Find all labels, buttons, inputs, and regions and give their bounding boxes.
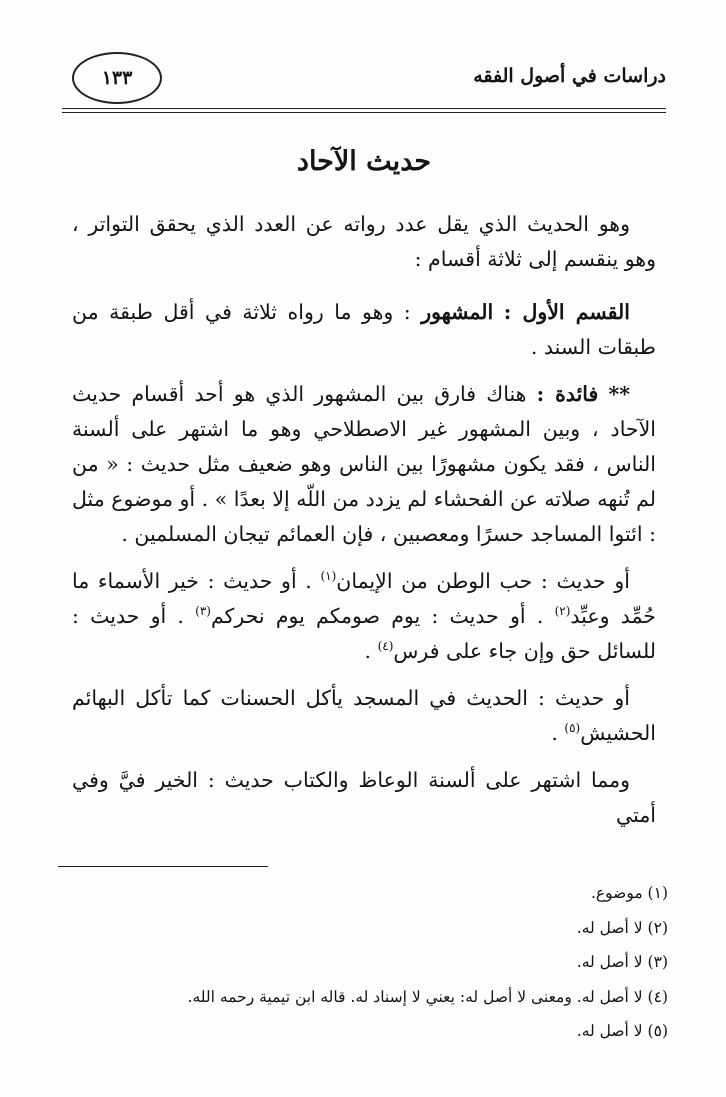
footnote-item: (٣) لا أصل له.: [576, 953, 668, 971]
part1-paragraph: [72, 295, 656, 365]
preachers-paragraph: ومما اشتهر على ألسنة الوعاظ والكتاب حديث : الخير فيَّ وفي أمتي: [72, 768, 656, 827]
hadith-text-1: أو حديث : حب الوطن من الإيمان: [336, 569, 630, 593]
section-title: حديث الآحاد: [296, 146, 432, 177]
header-rule-secondary: [62, 112, 666, 113]
footnote-marker-4: (٤): [377, 639, 394, 654]
footnote-marker-2: (٢): [554, 604, 571, 619]
page-number-oval: ١٣٣: [72, 52, 162, 104]
hadith-text-2: . أو حديث : خير الأسماء ما حُمِّد وعبِّد: [72, 569, 656, 628]
footnote-separator: [58, 866, 268, 867]
mosque-hadith-text: أو حديث : الحديث في المسجد يأكل الحسنات كما تأكل البهائم الحشيش: [72, 686, 656, 745]
footnote-item: (١) موضوع.: [590, 884, 668, 902]
note-text: هناك فارق بين المشهور الذي هو أحد أقسام حديث الآحاد ، وبين المشهور غير الاصطلاحي وهو ما اشتهر على ألسنة الناس ، فقد يكون مشهورًا بين الناس وهو ضعيف مثل حديث : « من لم تُنهه صلاته عن الفحشاء لم يزدد من اللّه إلا بعدًا » . أو موضوع مثل : ائتوا المساجد حسرًا ومعصبين ، فإن العمائم تيجان المسلمين .: [72, 382, 656, 546]
part1-term: المشهور: [421, 300, 494, 324]
hadith-text-4: . أو حديث : للسائل حق وإن جاء على فرس: [72, 604, 656, 663]
intro-paragraph: وهو الحديث الذي يقل عدد رواته عن العدد الذي يحقق التواتر ، وهو ينقسم إلى ثلاثة أقسام :: [72, 212, 656, 271]
footnote-item: (٥) لا أصل له.: [576, 1022, 668, 1040]
hadith-text-5: .: [364, 639, 372, 663]
footnote-item: (٢) لا أصل له.: [576, 918, 668, 937]
footnote-marker-1: (١): [320, 569, 337, 584]
mosque-hadith-paragraph: [72, 681, 656, 751]
footnote-marker-3: (٣): [195, 604, 211, 619]
footnote-marker-5: (٥): [564, 721, 581, 736]
page-header: [62, 52, 666, 114]
part1-label: القسم الأول :: [503, 300, 630, 324]
note-label: فائدة :: [536, 382, 599, 406]
hadith-list-paragraph: [72, 564, 656, 669]
footnotes: [60, 876, 668, 1049]
running-title: دراسات في أصول الفقه: [473, 65, 666, 87]
main-text: [72, 146, 656, 845]
hadith-text-3: . أو حديث : يوم صومكم يوم نحركم: [210, 604, 544, 628]
note-paragraph: [72, 377, 656, 552]
mosque-hadith-end: .: [551, 721, 558, 745]
footnote-item: (٤) لا أصل له. ومعنى لا أصل له: يعني لا إسناد له. قاله ابن تيمية رحمه الله.: [187, 987, 668, 1006]
note-stars: **: [608, 382, 630, 406]
part1-text: : وهو ما رواه ثلاثة في أقل طبقة من طبقات السند .: [72, 300, 656, 359]
header-rule: [62, 108, 666, 109]
